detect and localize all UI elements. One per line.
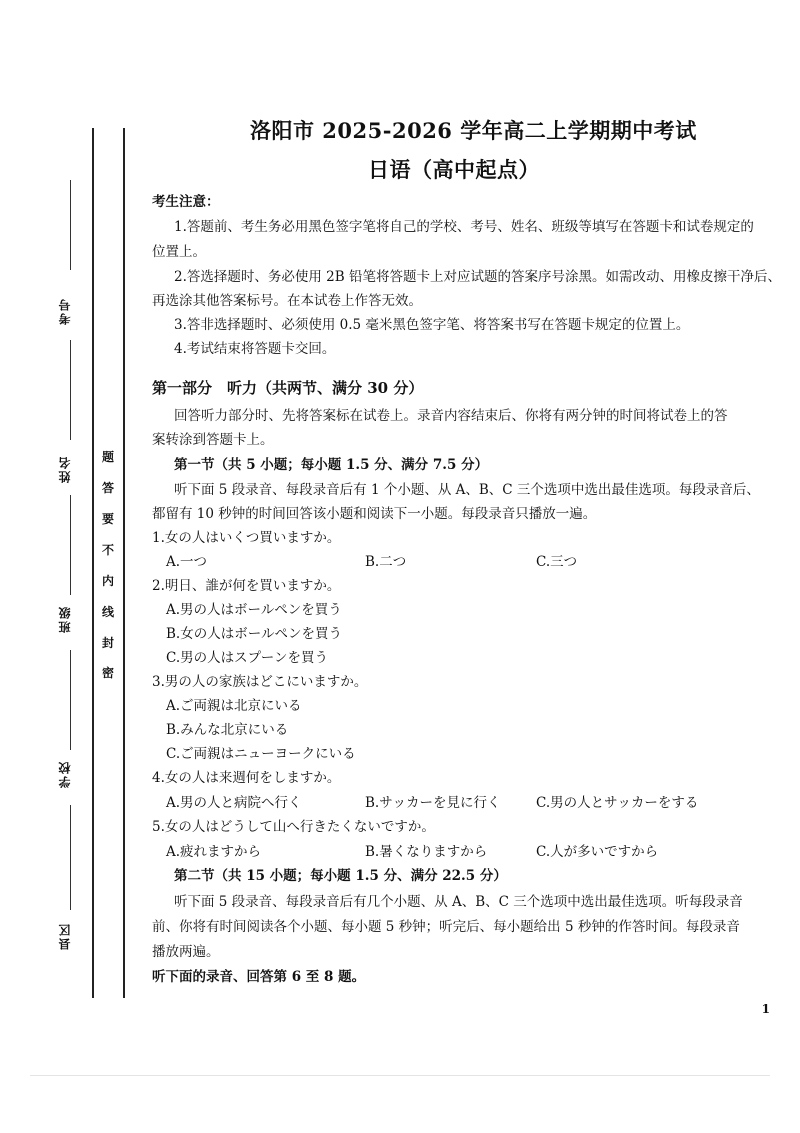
blank-line [70, 180, 71, 270]
section2-heading: 第二节（共 15 小题；每小题 1.5 分、满分 22.5 分） [174, 868, 507, 884]
question-option: C.男の人はスプーンを買う [166, 650, 328, 666]
question-option: B.みんな北京にいる [166, 722, 289, 738]
question-stem: 3.男の人の家族はどこにいますか。 [152, 674, 368, 690]
blank-line [70, 650, 71, 750]
section1-heading: 第一节（共 5 小题；每小题 1.5 分、满分 7.5 分） [174, 457, 489, 473]
notice-line: 位置上。 [152, 244, 206, 260]
notice-line: 4.考试结束将答题卡交回。 [174, 341, 336, 357]
question-stem: 5.女の人はどうして山へ行きたくないですか。 [152, 819, 435, 835]
field-label-class: 班级 [58, 605, 72, 633]
field-label-exam-number: 考号 [58, 297, 72, 325]
blank-line [70, 340, 71, 440]
notice-line: 再选涂其他答案标号。在本试卷上作答无效。 [152, 293, 422, 309]
binding-line-outer [92, 128, 94, 998]
section1-intro: 都留有 10 秒钟的时间回答该小题和阅读下一小题。每段录音只播放一遍。 [152, 506, 597, 522]
question-stem: 1.女の人はいくつ買いますか。 [152, 530, 341, 546]
notice-line: 3.答非选择题时、必须使用 0.5 毫米黑色签字笔、将答案书写在答题卡规定的位置上。 [174, 317, 690, 333]
seal-char: 答 [101, 481, 114, 495]
blank-line [70, 495, 71, 595]
question-option: A.疲れますから [166, 844, 262, 860]
section1-intro: 听下面 5 段录音、每段录音后有 1 个小题、从 A、B、C 三个选项中选出最佳选项。每段录音后、 [174, 482, 760, 498]
section2-intro: 播放两遍。 [152, 944, 220, 960]
seal-char: 内 [101, 574, 114, 588]
part1-intro: 回答听力部分时、先将答案标在试卷上。录音内容结束后、你将有两分钟的时间将试卷上的答 [174, 408, 728, 424]
question-option: C.人が多いですから [536, 844, 659, 860]
seal-char: 封 [101, 636, 114, 650]
question-option: B.暑くなりますから [365, 844, 488, 860]
blank-line [70, 805, 71, 910]
exam-subtitle: 日语（高中起点） [368, 157, 540, 182]
page-number: 1 [761, 1002, 770, 1016]
section2-instruction: 听下面的录音、回答第 6 至 8 题。 [152, 969, 366, 985]
binding-line-inner [123, 128, 125, 998]
question-option: A.ご両親は北京にいる [166, 698, 302, 714]
notice-heading: 考生注意： [152, 194, 220, 210]
field-label-name: 姓名 [58, 455, 72, 483]
field-label-county: 县区 [58, 922, 72, 950]
part1-heading: 第一部分 听力（共两节、满分 30 分） [152, 379, 424, 397]
question-option: B.二つ [365, 554, 407, 570]
footer-divider [30, 1075, 770, 1076]
question-option: C.ご両親はニューヨークにいる [166, 746, 356, 762]
notice-line: 2.答选择题时、务必使用 2B 铅笔将答题卡上对应试题的答案序号涂黑。如需改动、用橡皮擦干净后、 [174, 269, 781, 285]
seal-char: 线 [101, 605, 114, 619]
question-option: B.サッカーを見に行く [365, 795, 501, 811]
part1-intro: 案转涂到答题卡上。 [152, 432, 274, 448]
exam-title: 洛阳市 2025-2026 学年高二上学期期中考试 [250, 118, 697, 143]
question-option: A.一つ [166, 554, 208, 570]
question-option: A.男の人と病院へ行く [166, 795, 302, 811]
field-label-school: 学校 [58, 760, 72, 788]
question-option: A.男の人はボールペンを買う [166, 602, 342, 618]
question-stem: 2.明日、誰が何を買いますか。 [152, 578, 341, 594]
seal-char: 密 [101, 666, 114, 680]
question-option: C.男の人とサッカーをする [536, 795, 699, 811]
question-option: B.女の人はボールペンを買う [166, 626, 342, 642]
seal-char: 不 [101, 543, 114, 557]
notice-line: 1.答题前、考生务必用黑色签字笔将自己的学校、考号、姓名、班级等填写在答题卡和试卷规定的 [174, 219, 754, 235]
question-stem: 4.女の人は来週何をしますか。 [152, 770, 341, 786]
question-option: C.三つ [536, 554, 578, 570]
seal-char: 题 [101, 450, 114, 464]
section2-intro: 前、你将有时间阅读各个小题、每小题 5 秒钟；听完后、每小题给出 5 秒钟的作答时间。每段录音 [152, 919, 740, 935]
seal-char: 要 [101, 512, 114, 526]
section2-intro: 听下面 5 段录音、每段录音后有几个小题、从 A、B、C 三个选项中选出最佳选项。听每段录音 [174, 894, 743, 910]
